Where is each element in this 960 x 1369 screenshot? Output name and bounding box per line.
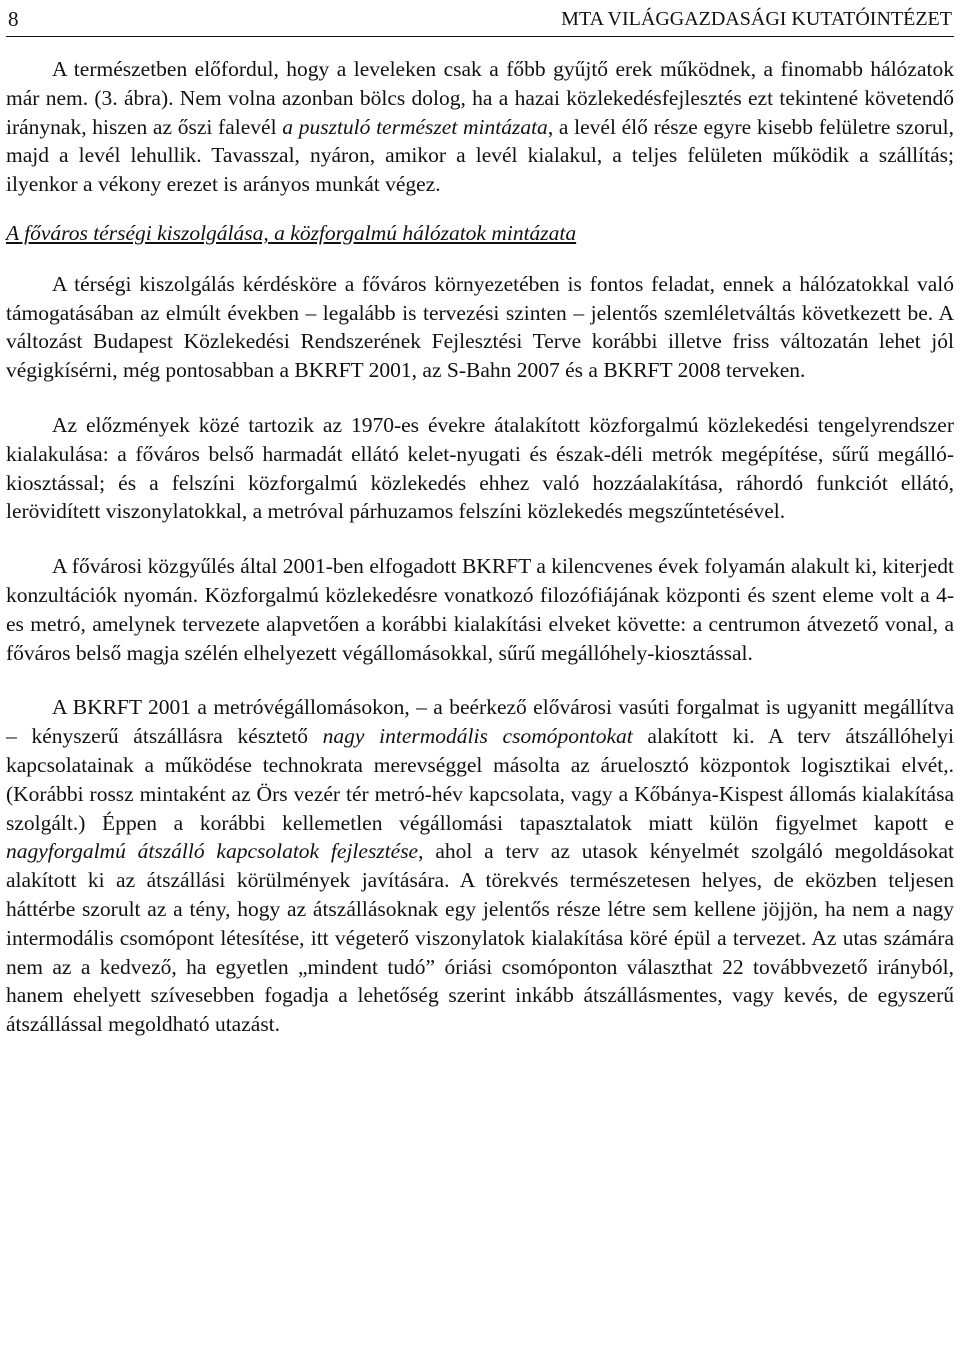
paragraph-5-text-c: alakított ki. A terv átszállóhelyi kapcsolatainak a működése technokrata merevséggel másolta az áruelosztó központok logisztikai elvét,. (Korábbi rossz mintaként az Örs vezér tér metró-hév kapcsolata, vagy a Kőbánya-Kispest állomás kialakítása szolgált.) Éppen a korábbi kellemetlen végállomási tapasztalatok miatt külön figyelmet kapott e [6,724,954,835]
paragraph-5-italic-2: nagyforgalmú átszálló kapcsolatok fejlesztése [6,839,419,864]
section-heading: A főváros térségi kiszolgálása, a közforgalmú hálózatok mintázata [6,220,577,245]
paragraph-1-italic: a pusztuló természet mintázata [282,114,548,139]
paragraph-4: A fővárosi közgyűlés által 2001-ben elfogadott BKRFT a kilencvenes évek folyamán alakult ki, kiterjedt konzultációk nyomán. Közforgalmú közlekedésre vonatkozó filozófiájának központi és szent eleme volt a 4-es metró, amelynek tervezete alapvetően a korábbi kialakítási elveket követte: a centrumon átvezető vonal, a főváros belső magja szélén elhelyezett végállomásokkal, sűrű megállóhely-kiosztással. [6,554,954,665]
body-text [6,55,954,1039]
paragraph-1 [6,55,954,199]
page-number: 8 [8,7,19,31]
paragraph-5-text-e: , ahol a terv az utasok kényelmét szolgáló megoldásokat alakított ki az átszállási körülmények javítására. A törekvés természetesen helyes, de eközben teljesen háttérbe szorult az a tény, hogy az átszállásoknak egy jelentős része létre sem kellene jöjjön, ha nem a nagy intermodális csomópont létesítése, itt végeterő viszonylatok kialakítása köré épül a tervezet. Az utas számára nem az a kedvező, ha egyetlen „mindent tudó” óriási csomóponton választhat 22 továbbvezető irányból, hanem ehelyett szívesebben fogadja a lehetőség szerint inkább átszállásmentes, vagy kevés, de egyszerű átszállással megoldható utazást. [6,839,954,1037]
paragraph-5-text-a: A BKRFT 2001 a metróvégállomásokon, – a beérkező elővárosi vasúti forgalmat is ugyanitt megállítva – kényszerű átszállásra késztető [6,695,954,749]
running-title: MTA VILÁGGAZDASÁGI KUTATÓINTÉZET [561,8,952,30]
paragraph-1-text-a: A természetben előfordul, hogy a leveleken csak a főbb gyűjtő erek működnek, a finomabb hálózatok már nem. (3. ábra). Nem volna azonban bölcs dolog, ha a hazai közlekedésfejlesztés ezt tekintené követendő iránynak, hiszen az őszi falevél [6,57,954,139]
paragraph-1-text-c: , a levél élő része egyre kisebb felületre szorul, majd a levél lehullik. Tavasszal, nyáron, amikor a levél kialakul, a teljes felületen működik a szállítás; ilyenkor a vékony erezet is arányos munkát végez. [6,114,954,197]
paragraph-5-italic-1: nagy intermodális csomópontokat [322,724,633,749]
paragraph-5 [6,693,954,1039]
paragraph-2: A térségi kiszolgálás kérdésköre a főváros környezetében is fontos feladat, ennek a hálózatokkal való támogatásában az elmúlt években – legalább is tervezési szinten – jelentős szemléletváltás következett be. A változást Budapest Közlekedési Rendszerének Fejlesztési Terve korábbi illetve friss változatán lehet jól végigkísérni, még pontosabban a BKRFT 2001, az S-Bahn 2007 és a BKRFT 2008 terveken. [6,271,954,383]
running-header [6,0,954,37]
paragraph-3: Az előzmények közé tartozik az 1970-es évekre átalakított közforgalmú közlekedési tengelyrendszer kialakulása: a főváros belső harmadát ellátó kelet-nyugati és észak-déli metrók megépítése, sűrű megálló-kiosztással; és a felszíni közforgalmú közlekedés ehhez való hozzáalakítása, ráhordó funkciót ellátó, lerövidített viszonylatokkal, a metróval párhuzamos felszíni közlekedés megszűntetésével. [6,412,954,524]
